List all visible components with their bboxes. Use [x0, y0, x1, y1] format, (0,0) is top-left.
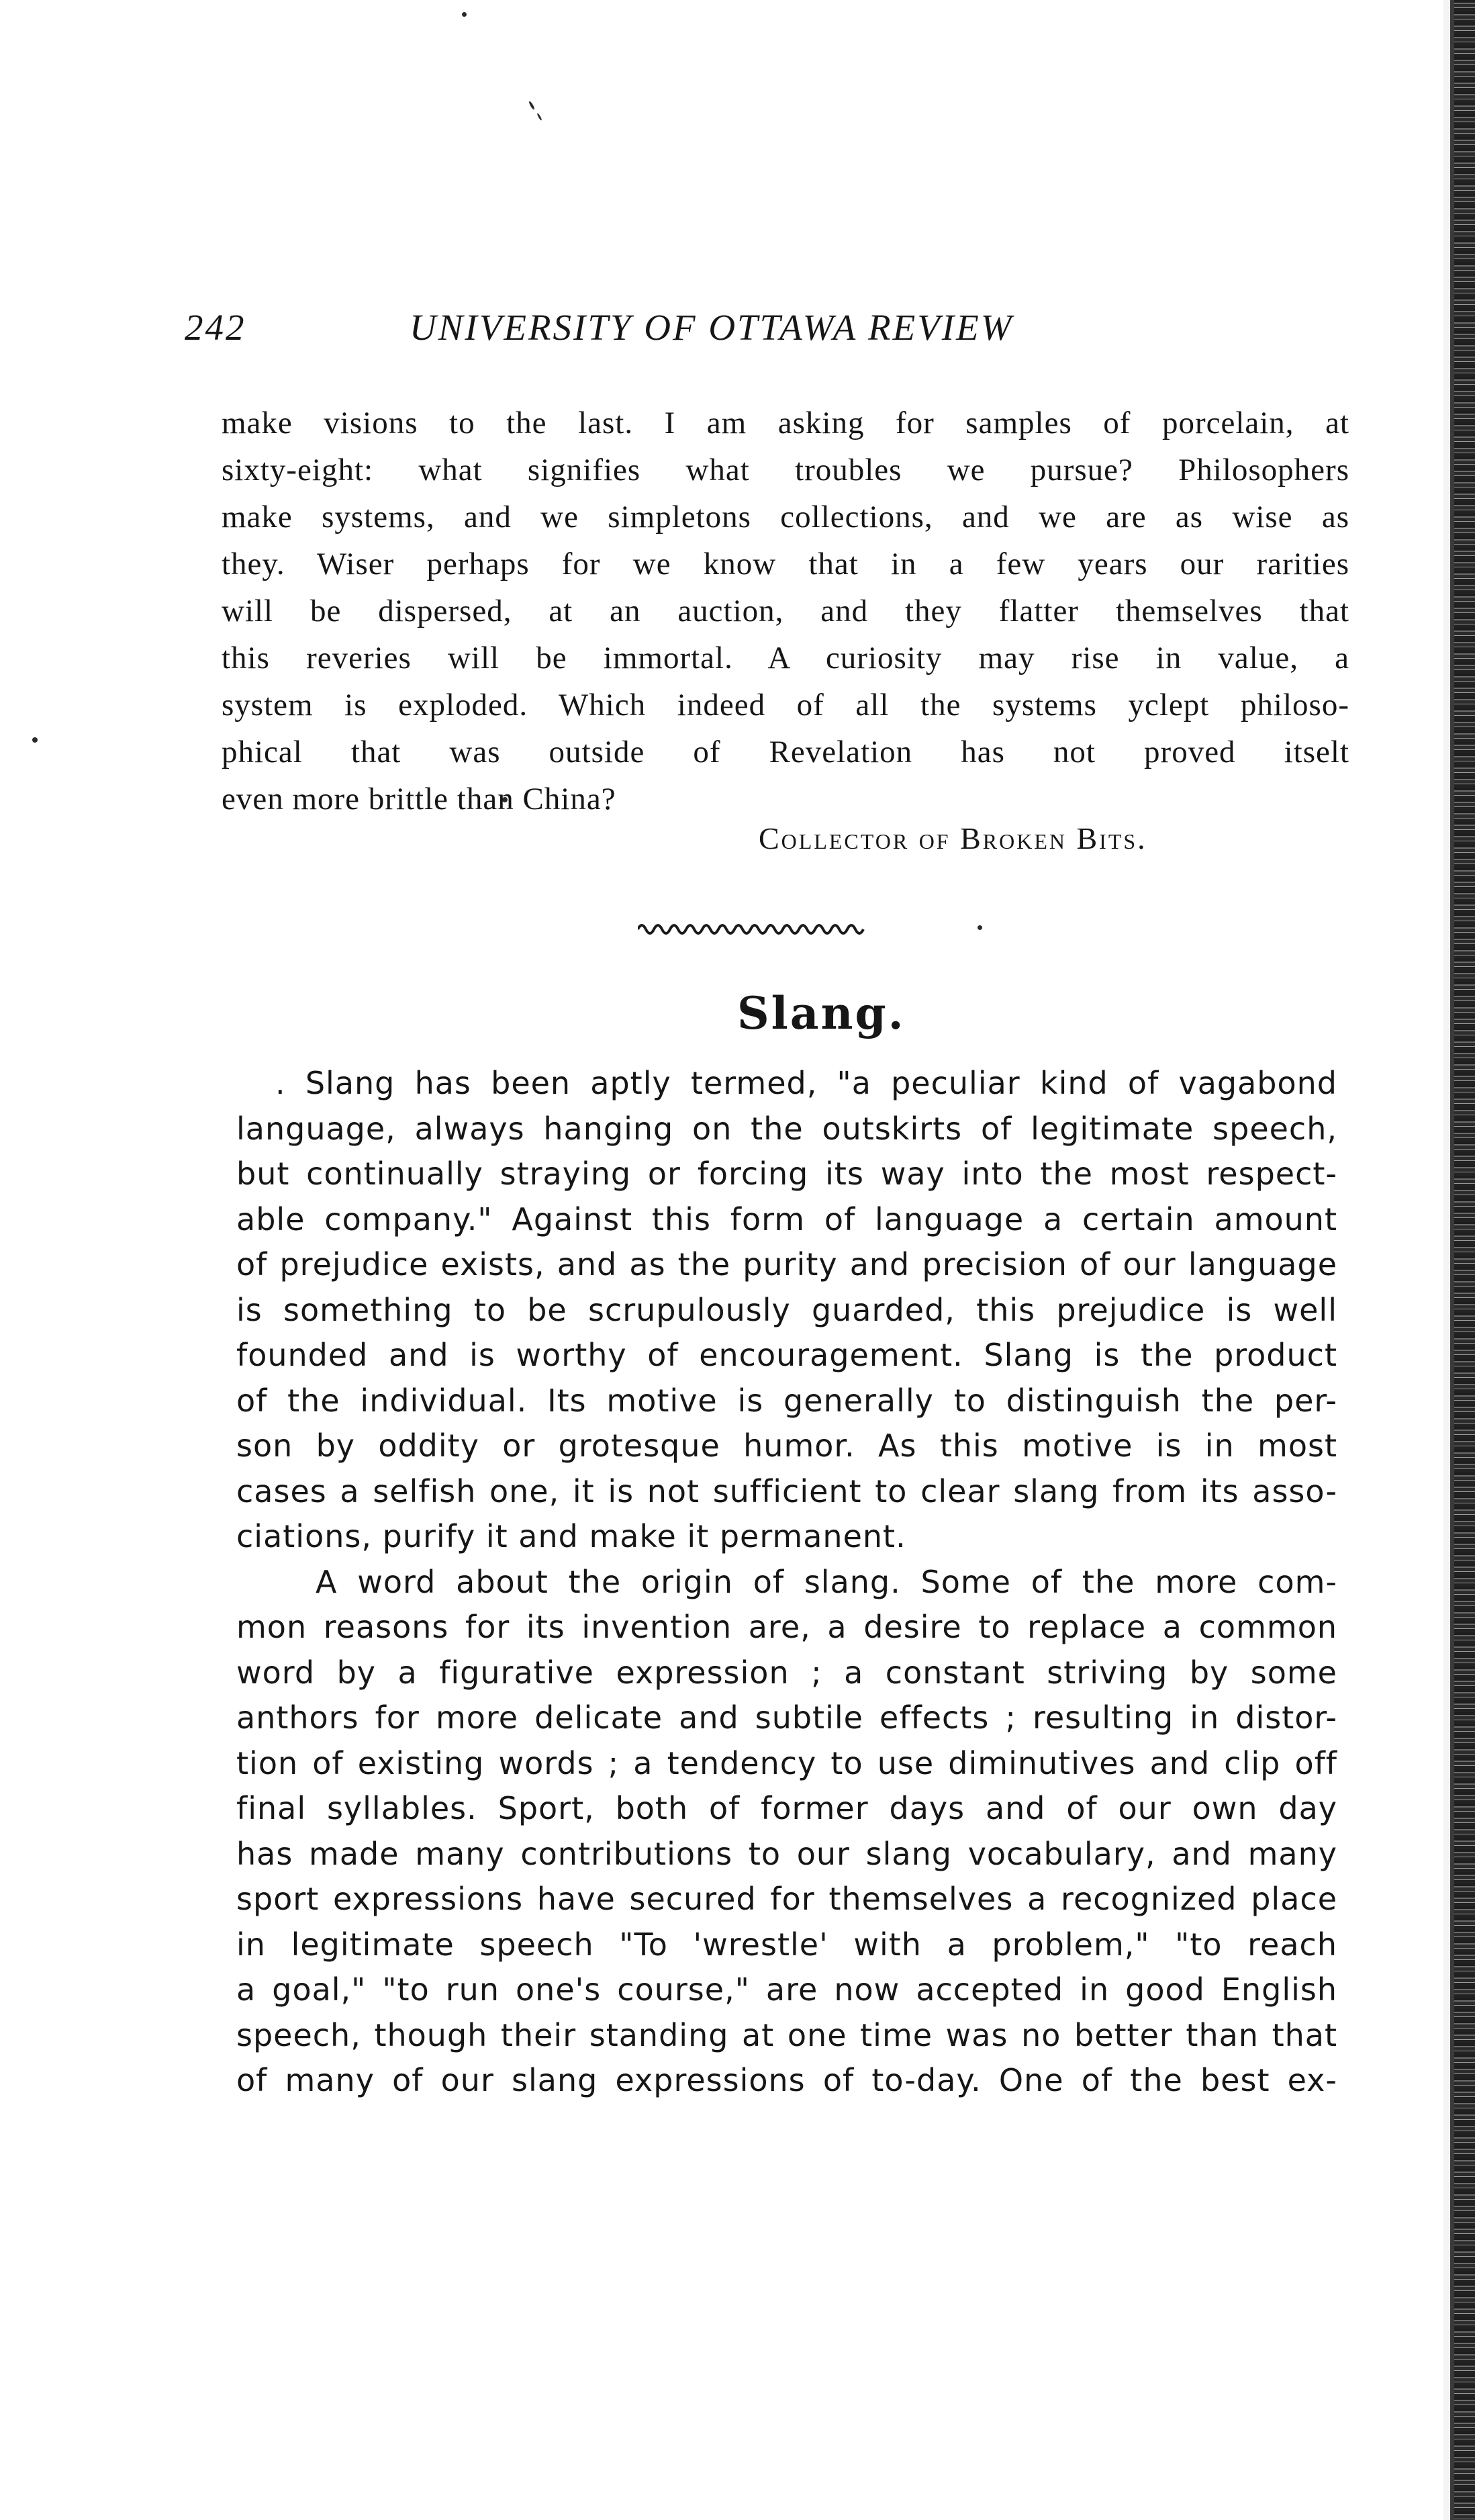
- text-line: anthors for more delicate and subtile effects ; resulting in distor-: [236, 1699, 1337, 1736]
- text-line: phical that was outside of Revelation has not proved itselt: [222, 735, 1349, 769]
- article-body: [236, 1061, 1337, 2104]
- text-line: system is exploded. Which indeed of all the systems yclept philoso-: [222, 688, 1349, 722]
- scan-speck: [32, 737, 38, 743]
- text-line: make visions to the last. I am asking for samples of porcelain, at: [222, 406, 1349, 440]
- text-line: will be dispersed, at an auction, and they flatter themselves that: [222, 594, 1349, 628]
- text-line: they. Wiser perhaps for we know that in a few years our rarities: [222, 547, 1349, 581]
- text-line: is something to be scrupulously guarded, this prejudice is well: [236, 1291, 1337, 1328]
- page-edge-scan-border: [1443, 0, 1475, 2520]
- text-line: final syllables. Sport, both of former days and of our own day: [236, 1790, 1337, 1826]
- article-title: Slang.: [737, 987, 906, 1039]
- previous-article-ending: [222, 400, 1349, 823]
- text-line: has made many contributions to our slang vocabulary, and many: [236, 1835, 1337, 1872]
- scan-speck: [536, 113, 542, 121]
- text-line: even more brittle than China?: [222, 782, 616, 816]
- text-line: sport expressions have secured for themselves a recognized place: [236, 1881, 1337, 1917]
- text-line: of the individual. Its motive is generally to distinguish the per-: [236, 1382, 1337, 1419]
- text-line: able company." Against this form of language a certain amount: [236, 1201, 1337, 1238]
- text-line: cases a selfish one, it is not sufficient to clear slang from its asso-: [236, 1473, 1337, 1509]
- text-line: tion of existing words ; a tendency to use diminutives and clip off: [236, 1744, 1337, 1781]
- text-line: make systems, and we simpletons collections, and we are as wise as: [222, 500, 1349, 534]
- text-line: of many of our slang expressions of to-day. One of the best ex-: [236, 2062, 1337, 2098]
- text-line: of prejudice exists, and as the purity and precision of our language: [236, 1246, 1337, 1282]
- text-line: ciations, purify it and make it permanent.: [236, 1518, 906, 1554]
- text-line: this reveries will be immortal. A curiosity may rise in value, a: [222, 641, 1349, 675]
- text-line: in legitimate speech "To 'wrestle' with a problem," "to reach: [236, 1926, 1337, 1963]
- scan-speck: [528, 101, 535, 110]
- running-head: [185, 306, 1158, 367]
- text-line: word by a figurative expression ; a constant striving by some: [236, 1654, 1337, 1691]
- text-line: language, always hanging on the outskirts of legitimate speech,: [236, 1110, 1337, 1147]
- text-line: sixty-eight: what signifies what troubles we pursue? Philosophers: [222, 453, 1349, 487]
- text-line: mon reasons for its invention are, a desire to replace a common: [236, 1609, 1337, 1645]
- text-line: . Slang has been aptly termed, "a peculiar kind of vagabond: [275, 1065, 1337, 1101]
- page-number: 242: [185, 307, 246, 348]
- scan-speck: [462, 12, 467, 17]
- text-line: son by oddity or grotesque humor. As this motive is in most: [236, 1428, 1337, 1464]
- text-line: speech, though their standing at one time was no better than that: [236, 2016, 1337, 2053]
- author-signature: Collector of Broken Bits.: [759, 821, 1147, 855]
- text-line: A word about the origin of slang. Some of the more com-: [316, 1563, 1337, 1600]
- text-line: but continually straying or forcing its way into the most respect-: [236, 1156, 1337, 1192]
- text-line: founded and is worthy of encouragement. Slang is the product: [236, 1337, 1337, 1373]
- wavy-rule-ornament: [638, 919, 906, 937]
- scan-speck: [978, 925, 982, 930]
- text-line: a goal," "to run one's course," are now accepted in good English: [236, 1971, 1337, 2008]
- journal-title: UNIVERSITY OF OTTAWA REVIEW: [410, 307, 1014, 348]
